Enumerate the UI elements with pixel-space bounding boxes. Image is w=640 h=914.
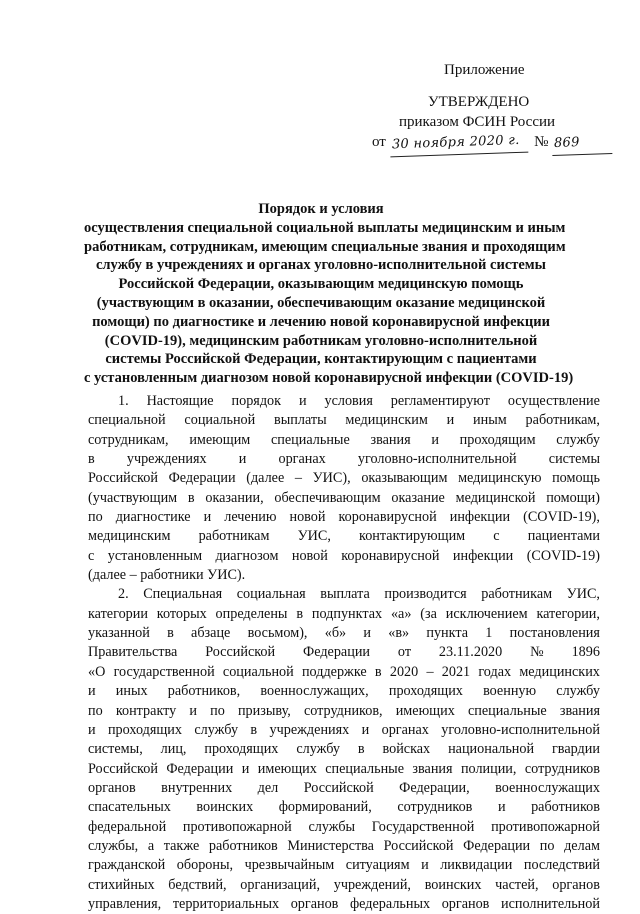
document-title [84, 200, 574, 388]
word: территориальных [172, 895, 280, 912]
word: выплаты [274, 412, 327, 429]
word: 2. [118, 586, 129, 603]
word: – [426, 663, 434, 680]
word: частей, [495, 876, 539, 893]
word: органов [552, 876, 600, 893]
word: оказывающим [361, 470, 448, 487]
word: коронавирусной [341, 547, 440, 564]
word: уголовно-исполнительной [441, 721, 600, 738]
word: иным [473, 412, 507, 429]
word: сотрудников [524, 760, 600, 777]
word: полиции, [460, 760, 517, 777]
word: указанной [88, 625, 150, 642]
word: оказании, [205, 489, 264, 506]
word: войсках [382, 741, 431, 758]
word: федеральной [88, 818, 167, 835]
body-line [88, 411, 600, 430]
word: военнослужащих, [260, 683, 369, 700]
word: проходящих [204, 741, 279, 758]
word: работников [531, 799, 600, 816]
word: годах [478, 663, 512, 680]
word: органов [88, 779, 136, 796]
word: системы, [88, 741, 143, 758]
body-line [88, 682, 600, 701]
word: «б» [324, 625, 347, 642]
word: ситуациям [345, 857, 410, 874]
word: формирований, [278, 799, 372, 816]
word: призыву, [237, 702, 291, 719]
word: учреждениях [126, 451, 207, 468]
word: и [421, 857, 429, 874]
word: имеющих [395, 702, 455, 719]
word: осуществление [507, 393, 600, 409]
word: исполнительной [500, 895, 600, 912]
word: в [296, 605, 304, 622]
body-line [88, 624, 600, 643]
word: новой [291, 547, 328, 564]
word: в [167, 625, 174, 642]
word: специальные [271, 431, 350, 448]
body-line [88, 837, 600, 856]
body-line [88, 585, 600, 604]
word: в [187, 489, 195, 506]
date-prefix: от [372, 134, 386, 150]
body-line [88, 702, 600, 721]
word: поддержке [301, 663, 367, 680]
word: по [539, 837, 555, 854]
word: и [88, 683, 96, 700]
body-line: (далее – работники УИС). [88, 567, 246, 584]
word: 2021 [441, 663, 471, 680]
word: контактирующим [359, 528, 466, 545]
word: работников [208, 837, 278, 854]
body-line [88, 876, 600, 895]
document-body [88, 392, 600, 914]
word: государственной [113, 663, 215, 680]
word: и [363, 625, 371, 642]
word: звания [559, 702, 600, 719]
body-line [88, 605, 600, 624]
word: и [361, 721, 370, 738]
word: Российской [303, 779, 374, 796]
word: последствий [523, 857, 600, 874]
title-line: помощи) по диагностике и лечению новой коронавирусной инфекции [92, 313, 550, 330]
title-line: осуществления специальной социальной выплаты медицинским и иным [84, 219, 566, 236]
word: выплата [320, 586, 370, 603]
word: органах [278, 451, 326, 468]
word: национальной [448, 741, 535, 758]
word: обороны, [176, 857, 234, 874]
word: 1. [118, 393, 129, 409]
word: «О [88, 663, 106, 680]
word: иных [115, 683, 148, 700]
word: Российской [205, 644, 276, 661]
word: организаций, [240, 876, 321, 893]
word: «а» [390, 605, 412, 622]
word: лиц, [160, 741, 187, 758]
word: определены [215, 605, 288, 622]
word: и [497, 799, 506, 816]
word: гражданской [88, 857, 166, 874]
word: проходящим [459, 431, 536, 448]
word: по [88, 702, 103, 719]
word: № [530, 644, 544, 661]
word: спасательных [88, 799, 171, 816]
word: чрезвычайным [244, 857, 335, 874]
word: сотрудников [397, 799, 473, 816]
body-line [88, 856, 600, 875]
word: обеспечивающим [274, 489, 381, 506]
order-date-line [372, 132, 612, 155]
body-line [88, 431, 600, 450]
word: работникам [481, 586, 553, 603]
word: 2020 [389, 663, 419, 680]
word: службу [296, 741, 340, 758]
word: в [88, 451, 95, 468]
word: (COVID-19), [523, 509, 600, 526]
word: социальной [184, 412, 256, 429]
word: (за [420, 605, 437, 622]
word: федеральных [349, 895, 431, 912]
title-line: с установленным диагнозом новой коронавирусной инфекции (COVID-19) [84, 370, 574, 387]
word: сотрудникам, [88, 431, 169, 448]
word: категории, [536, 605, 600, 622]
word: пациентами [527, 528, 600, 545]
word: новой [289, 509, 326, 526]
word: и [298, 393, 307, 409]
word: и [446, 412, 455, 429]
body-line [88, 469, 600, 488]
body-line [88, 740, 600, 759]
word: социальная [236, 586, 306, 603]
title-line: работникам, сотрудникам, имеющим специальные звания и проходящим [84, 238, 566, 255]
word: службу [556, 431, 600, 448]
word: управления, [88, 895, 162, 912]
word: 1896 [571, 644, 600, 661]
body-line [88, 508, 600, 527]
title-line: системы Российской Федерации, контактирующим с пациентами [105, 351, 537, 368]
approved-label: УТВЕРЖДЕНО [428, 94, 530, 110]
word: порядок [231, 393, 282, 409]
word: УИС, [566, 586, 600, 603]
word: в [250, 721, 258, 738]
title-line: (COVID-19), медицинским работникам уголовно-исполнительной [104, 332, 538, 349]
word: исключением [445, 605, 528, 622]
word: Федерации [166, 760, 234, 777]
body-line [88, 547, 600, 566]
word: по [88, 509, 103, 526]
word: оказание [391, 489, 445, 506]
word: сотрудников, [303, 702, 383, 719]
word: медицинских [519, 663, 600, 680]
body-line [88, 527, 600, 546]
word: проходящих [388, 683, 463, 700]
appendix-label: Приложение [444, 62, 525, 78]
word: службы, [88, 837, 139, 854]
word: подпунктах [311, 605, 383, 622]
word: внутренних [161, 779, 233, 796]
body-line [88, 760, 600, 779]
word: Министерства [287, 837, 374, 854]
word: службы [308, 818, 356, 835]
word: и [189, 702, 197, 719]
word: 1 [485, 625, 493, 642]
approval-block [372, 60, 612, 155]
order-label: приказом ФСИН России [399, 114, 556, 130]
word: «в» [388, 625, 410, 642]
word: от [397, 644, 412, 661]
word: специальной [88, 412, 166, 429]
word: Федерации [303, 644, 371, 661]
word: и [238, 451, 247, 468]
word: воинских [424, 876, 482, 893]
word: учреждениях [269, 721, 350, 738]
word: Федерации [168, 470, 236, 487]
word: диагностике [115, 509, 191, 526]
word: и [203, 509, 212, 526]
word: проходящих [107, 721, 182, 738]
title-line: службу в учреждениях и органах уголовно-исполнительной системы [95, 257, 547, 274]
word: контракту [115, 702, 177, 719]
body-line [88, 895, 600, 914]
body-line [88, 643, 600, 662]
word: категории [88, 605, 148, 622]
word: Российской [88, 760, 158, 777]
word: УИС, [297, 528, 331, 545]
word: производится [384, 586, 467, 603]
word: медицинскую [458, 470, 542, 487]
handwritten-date: 30 ноября 2020 г. [390, 131, 529, 158]
word: Настоящие [146, 393, 214, 409]
word: коронавирусной [338, 509, 437, 526]
word: работников, [167, 683, 241, 700]
word: инфекции [452, 547, 514, 564]
word: учреждений, [333, 876, 411, 893]
word: Российской [383, 837, 454, 854]
word: дел [257, 779, 279, 796]
word: стихийных [88, 876, 155, 893]
handwritten-number: 869 [552, 132, 612, 156]
word: инфекции [449, 509, 511, 526]
word: – [294, 470, 302, 487]
word: специальные [325, 760, 405, 777]
word: звания [412, 760, 453, 777]
body-line [88, 798, 600, 817]
word: регламентируют [390, 393, 490, 409]
word: пункта [426, 625, 469, 642]
word: восьмом), [247, 625, 308, 642]
word: военнослужащих [495, 779, 600, 796]
word: ликвидации [440, 857, 513, 874]
word: работникам, [525, 412, 600, 429]
word: в [357, 741, 365, 758]
word: противопожарной [182, 818, 292, 835]
word: делам [564, 837, 600, 854]
word: имеющим [189, 431, 251, 448]
word: 23.11.2020 [438, 644, 503, 661]
word: службу [194, 721, 239, 738]
word: которых [156, 605, 207, 622]
word: медицинской [455, 489, 536, 506]
word: бедствий, [168, 876, 227, 893]
word: медицинским [345, 412, 428, 429]
word: системы [548, 451, 600, 468]
word: противопожарной [491, 818, 600, 835]
word: Федерации [463, 837, 531, 854]
word: и [431, 431, 439, 448]
body-line [88, 450, 600, 469]
word: с [88, 547, 95, 564]
body-line [88, 663, 600, 682]
word: УИС), [312, 470, 351, 487]
title-line: Порядок и условия [258, 201, 384, 217]
body-line [88, 392, 600, 411]
word: органов [441, 895, 490, 912]
word: с [493, 528, 500, 545]
word: медицинским [88, 528, 171, 545]
word: службу [556, 683, 600, 700]
word: имеющих [257, 760, 317, 777]
word: а [147, 837, 155, 854]
word: Государственной [371, 818, 475, 835]
word: также [163, 837, 200, 854]
body-line [88, 721, 600, 740]
word: в [374, 663, 382, 680]
word: военную [483, 683, 537, 700]
word: специальные [467, 702, 547, 719]
word: постановления [509, 625, 600, 642]
word: органов [290, 895, 339, 912]
word: Правительства [88, 644, 178, 661]
word: Специальная [143, 586, 223, 603]
word: по [210, 702, 225, 719]
word: диагнозом [215, 547, 279, 564]
title-line: (участвующим в оказании, обеспечивающим оказание медицинской [96, 294, 546, 311]
word: (COVID-19) [526, 547, 600, 564]
word: органах [381, 721, 429, 738]
word: звания [370, 431, 411, 448]
number-sign: № [534, 134, 549, 150]
word: работникам [198, 528, 270, 545]
word: помощи) [546, 489, 600, 506]
body-line [88, 489, 600, 508]
word: установленным [107, 547, 203, 564]
word: гвардии [551, 741, 600, 758]
title-line: Российской Федерации, оказывающим медицинскую помощь [118, 276, 524, 293]
body-line [88, 779, 600, 798]
word: лечению [224, 509, 277, 526]
word: социальной [222, 663, 294, 680]
word: (участвующим [88, 489, 178, 506]
word: воинских [196, 799, 254, 816]
word: Федерации, [399, 779, 470, 796]
word: условия [324, 393, 373, 409]
word: уголовно-исполнительной [357, 451, 517, 468]
body-line [88, 818, 600, 837]
word: (далее [246, 470, 285, 487]
word: Российской [88, 470, 158, 487]
word: абзаце [191, 625, 231, 642]
word: и [241, 760, 250, 777]
word: и [88, 721, 96, 738]
word: помощь [552, 470, 600, 487]
